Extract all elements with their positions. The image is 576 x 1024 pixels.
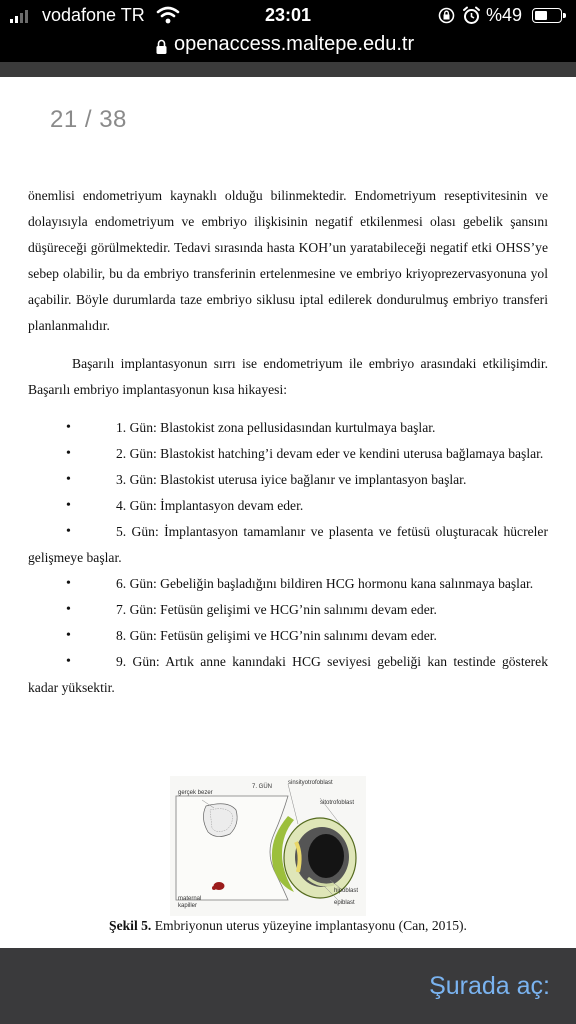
clock: 23:01 [264,5,312,25]
figure-label-cytotrophoblast: sitotrofoblast [320,800,355,806]
implantation-day-list [28,415,548,701]
bottom-bar [0,948,576,1024]
list-item: • 3. Gün: Blastokist uterusa iyice bağlanır ve implantasyon başlar. [28,467,548,493]
battery-icon [532,8,562,23]
figure-label-hypoblast: hipoblast [334,888,359,894]
figure-label-day: 7. GÜN [252,784,273,790]
list-item: • 8. Gün: Fetüsün gelişimi ve HCG’nin salınımı devam eder. [28,623,548,649]
paragraph: önemlisi endometriyum kaynaklı olduğu bilinmektedir. Endometriyum reseptivitesinin ve dolayısıyla endometriyum ve embriyo ilişkisinin negatif etkilenmesi olası gebelik şansını düşüreceği görülmektedir. Tedavi sırasında hasta KOH’un yaratabileceği negatif etki OHSS’ye sebep olabilir, bu da embriyo transferinin ertelenmesine ve embriyo kriyoprezervasyonuna yol açabilir. Böyle durumlarda taze embriyo siklusu iptal edilerek dondurulmuş embriyo transferi planlanmalıdır. [28,188,548,333]
list-item: • 7. Gün: Fetüsün gelişimi ve HCG’nin salınımı devam eder. [28,597,548,623]
list-item: • 1. Gün: Blastokist zona pellusidasından kurtulmaya başlar. [28,415,548,441]
battery-percentage: %49 [486,5,523,25]
list-item: • 5. Gün: İmplantasyon tamamlanır ve plasenta ve fetüsü oluşturacak hücreler gelişmeye başlar. [28,519,548,571]
figure-label-epiblast: epiblast [334,900,355,906]
alarm-icon [462,6,481,25]
status-bar [0,0,576,32]
implantation-illustration [170,776,366,916]
lock-icon [155,39,168,55]
open-in-button[interactable]: Şurada aç: [429,972,550,1000]
address-bar[interactable] [0,32,576,62]
page-counter: 21 / 38 [50,106,127,133]
carrier-name: vodafone TR [42,5,145,25]
list-item: • 4. Gün: İmplantasyon devam eder. [28,493,548,519]
paragraph: Başarılı implantasyonun sırrı ise endometriyum ile embriyo arasındaki etkilişimdir. Başarılı embriyo implantasyonun kısa hikayesi: [28,356,548,397]
figure-label-syncytiotrophoblast: sinsityotrofoblast [288,780,333,786]
caption-text: Embriyonun uterus yüzeyine implantasyonu (Can, 2015). [151,918,467,933]
list-item: • 9. Gün: Artık anne kanındaki HCG seviyesi gebeliği kan testinde gösterek kadar yüksektir. [28,649,548,701]
viewer-toolbar [0,62,576,77]
rotation-lock-icon [438,7,455,24]
list-item: • 6. Gün: Gebeliğin başladığını bildiren HCG hormonu kana salınmaya başlar. [28,571,548,597]
caption-label: Şekil 5. [109,918,152,933]
url-text[interactable]: openaccess.maltepe.edu.tr [174,33,415,55]
figure-label-gland: gerçek bezer [178,790,213,796]
figure-label-capillary: maternal kapiller [178,896,202,909]
figure-caption [0,918,576,934]
list-item: • 2. Gün: Blastokist hatching’i devam eder ve kendini uterusa bağlamaya başlar. [28,441,548,467]
document-body [28,183,548,701]
implantation-figure [170,776,366,916]
